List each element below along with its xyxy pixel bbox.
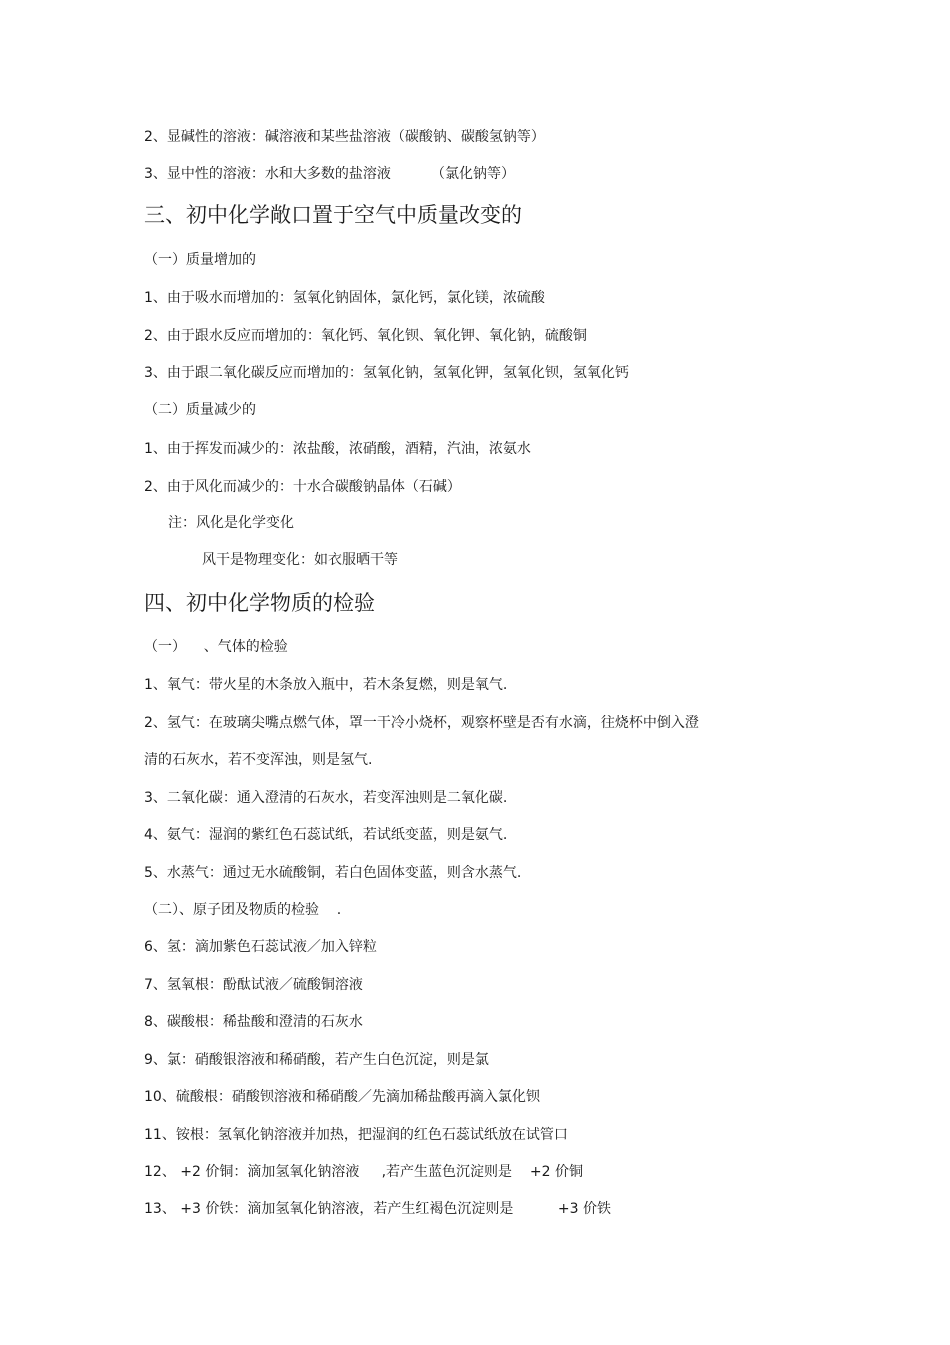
text-line: 12、 +2 价铜：滴加氢氧化钠溶液 ,若产生蓝色沉淀则是 +2 价铜: [144, 1164, 583, 1180]
text-line: 3、二氧化碳：通入澄清的石灰水，若变浑浊则是二氧化碳.: [144, 790, 508, 806]
subsection-heading: （一） 、气体的检验: [144, 639, 288, 655]
section-heading: 三、初中化学敞口置于空气中质量改变的: [144, 203, 522, 227]
text-line: 2、由于风化而减少的：十水合碳酸钠晶体（石碱）: [144, 479, 461, 495]
text-line: 6、氢：滴加紫色石蕊试液／加入锌粒: [144, 939, 377, 955]
text-line: 8、碳酸根：稀盐酸和澄清的石灰水: [144, 1014, 363, 1030]
text-line: 3、显中性的溶液：水和大多数的盐溶液 （氯化钠等）: [144, 166, 515, 182]
note-line: 注：风化是化学变化: [168, 515, 294, 531]
section-heading: 四、初中化学物质的检验: [144, 591, 375, 615]
text-line: 2、显碱性的溶液：碱溶液和某些盐溶液（碳酸钠、碳酸氢钠等）: [144, 129, 545, 145]
note-line: 风干是物理变化：如衣服晒干等: [202, 552, 398, 568]
text-line: 清的石灰水，若不变浑浊，则是氢气.: [144, 752, 373, 768]
text-line: 9、氯：硝酸银溶液和稀硝酸，若产生白色沉淀，则是氯: [144, 1052, 489, 1068]
subsection-heading: （二）、原子团及物质的检验 .: [144, 902, 342, 918]
text-line: 3、由于跟二氧化碳反应而增加的：氢氧化钠，氢氧化钾，氢氧化钡，氢氧化钙: [144, 365, 629, 381]
subsection-heading: （二）质量减少的: [144, 402, 256, 418]
text-line: 1、氧气：带火星的木条放入瓶中，若木条复燃，则是氧气.: [144, 677, 508, 693]
text-line: 1、由于吸水而增加的：氢氧化钠固体，氯化钙，氯化镁，浓硫酸: [144, 290, 545, 306]
text-line: 2、氢气：在玻璃尖嘴点燃气体，罩一干冷小烧杯，观察杯壁是否有水滴，往烧杯中倒入澄: [144, 715, 699, 731]
text-line: 10、硫酸根：硝酸钡溶液和稀硝酸／先滴加稀盐酸再滴入氯化钡: [144, 1089, 540, 1105]
text-line: 13、 +3 价铁：滴加氢氧化钠溶液，若产生红褐色沉淀则是 +3 价铁: [144, 1201, 611, 1217]
text-line: 1、由于挥发而减少的：浓盐酸，浓硝酸，酒精，汽油，浓氨水: [144, 441, 531, 457]
text-line: 4、氨气：湿润的紫红色石蕊试纸，若试纸变蓝，则是氨气.: [144, 827, 508, 843]
text-line: 5、水蒸气：通过无水硫酸铜，若白色固体变蓝，则含水蒸气.: [144, 865, 522, 881]
text-line: 7、氢氧根：酚酞试液／硫酸铜溶液: [144, 977, 363, 993]
text-line: 2、由于跟水反应而增加的：氧化钙、氧化钡、氧化钾、氧化钠，硫酸铜: [144, 328, 587, 344]
text-line: 11、铵根：氢氧化钠溶液并加热，把湿润的红色石蕊试纸放在试管口: [144, 1127, 568, 1143]
subsection-heading: （一）质量增加的: [144, 252, 256, 268]
